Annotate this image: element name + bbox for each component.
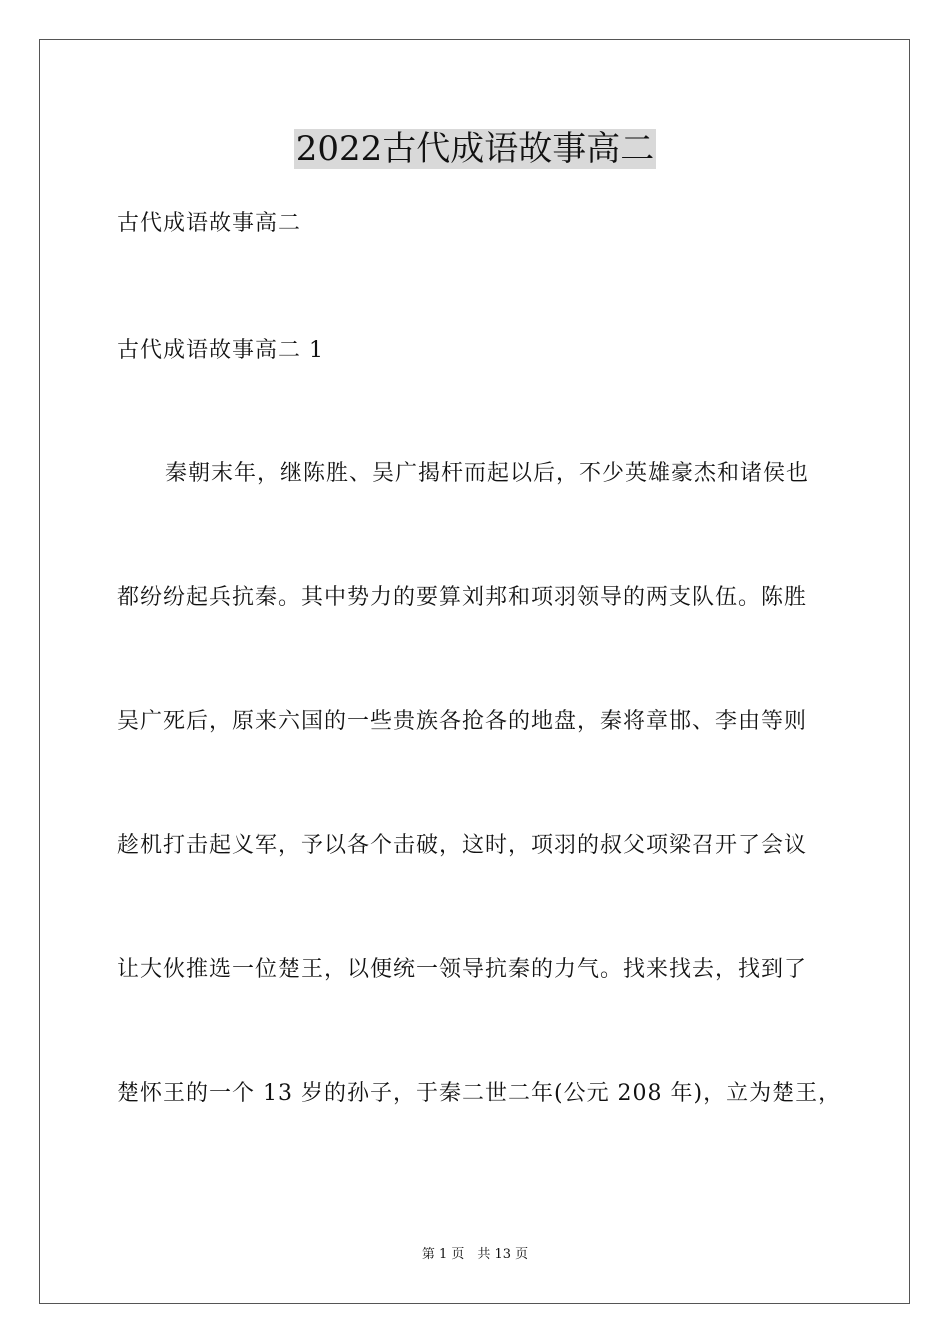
section-heading: 古代成语故事高二 1 bbox=[117, 338, 324, 363]
document-title-text: 2022古代成语故事高二 bbox=[295, 129, 655, 169]
paragraph-line: 趁机打击起义军，予以各个击破，这时，项羽的叔父项梁召开了会议 bbox=[117, 833, 808, 858]
paragraph-line: 都纷纷起兵抗秦。其中势力的要算刘邦和项羽领导的两支队伍。陈胜 bbox=[117, 585, 808, 610]
paragraph-line: 让大伙推选一位楚王，以便统一领导抗秦的力气。找来找去，找到了 bbox=[117, 957, 808, 982]
document-subtitle: 古代成语故事高二 bbox=[117, 211, 302, 236]
page-footer: 第 1 页 共 13 页 bbox=[421, 1247, 529, 1262]
document-title bbox=[0, 127, 950, 171]
paragraph-line: 楚怀王的一个 13 岁的孙子，于秦二世二年(公元 208 年)，立为楚王， bbox=[117, 1081, 842, 1106]
paragraph-line: 秦朝末年，继陈胜、吴广揭杆而起以后，不少英雄豪杰和诸侯也 bbox=[165, 461, 810, 486]
paragraph-line: 吴广死后，原来六国的一些贵族各抢各的地盘，秦将章邯、李由等则 bbox=[117, 709, 808, 734]
